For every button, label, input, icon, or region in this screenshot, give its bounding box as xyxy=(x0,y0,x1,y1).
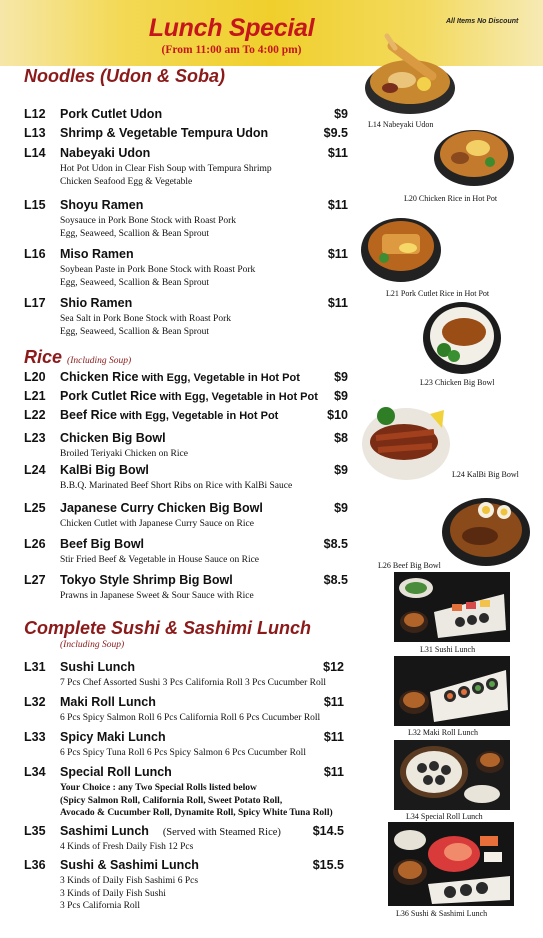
section-title-text: Rice xyxy=(24,347,63,367)
item-code: L25 xyxy=(24,501,46,515)
item-name: Chicken Big Bowl xyxy=(60,431,166,445)
item-code: L33 xyxy=(24,730,46,744)
item-name: Miso Ramen xyxy=(60,247,134,261)
photo-caption: L34 Special Roll Lunch xyxy=(406,812,483,821)
item-price: $11 xyxy=(327,247,348,261)
item-name-group xyxy=(60,408,278,422)
item-name: Pork Cutlet Rice xyxy=(60,389,157,403)
special-roll-lunch-photo xyxy=(394,740,510,810)
item-name-group xyxy=(60,370,300,384)
item-price: $12 xyxy=(323,660,344,674)
item-code: L20 xyxy=(24,370,46,384)
menu-item-l13[interactable] xyxy=(24,126,350,143)
photo-caption: L23 Chicken Big Bowl xyxy=(420,378,495,387)
photo-caption: L32 Maki Roll Lunch xyxy=(408,728,478,737)
item-name: Tokyo Style Shrimp Big Bowl xyxy=(60,573,233,587)
menu-item-l36[interactable] xyxy=(24,858,350,913)
item-description: 3 Kinds of Daily Fish Sushi xyxy=(60,888,166,899)
maki-roll-lunch-photo xyxy=(394,656,510,726)
photo-caption: L20 Chicken Rice in Hot Pot xyxy=(404,194,498,203)
item-description: 3 Kinds of Daily Fish Sashimi 6 Pcs xyxy=(60,876,199,886)
item-price: $11 xyxy=(327,296,348,310)
item-description: Soybean Paste in Pork Bone Stock with Roast Pork xyxy=(60,265,256,275)
item-price: $9 xyxy=(334,389,348,403)
item-name-group xyxy=(60,824,281,838)
item-name: Japanese Curry Chicken Big Bowl xyxy=(60,501,263,515)
menu-item-l26[interactable] xyxy=(24,537,350,567)
section-title-noodles: Noodles (Udon & Soba) xyxy=(24,66,225,86)
menu-item-l24[interactable] xyxy=(24,463,350,493)
item-name: Special Roll Lunch xyxy=(60,765,172,779)
menu-item-l21[interactable] xyxy=(24,389,350,406)
item-price: $9 xyxy=(334,501,348,515)
item-description: Chicken Seafood Egg & Vegetable xyxy=(60,176,193,187)
photo-caption: L36 Sushi & Sashimi Lunch xyxy=(396,909,488,918)
menu-item-l33[interactable] xyxy=(24,730,350,760)
item-name: Nabeyaki Udon xyxy=(60,146,151,160)
photo-caption: L24 KalBi Big Bowl xyxy=(452,470,519,479)
item-code: L12 xyxy=(24,107,46,121)
beef-big-bowl-photo xyxy=(440,490,532,568)
item-price: $11 xyxy=(323,765,344,779)
item-description: Stir Fried Beef & Vegetable in House Sauce on Rice xyxy=(60,555,260,565)
item-description: Hot Pot Udon in Clear Fish Soup with Tempura Shrimp xyxy=(60,164,272,174)
item-price: $9 xyxy=(334,370,348,384)
item-price: $8 xyxy=(334,431,348,445)
item-note: (Served with Steamed Rice) xyxy=(162,827,281,838)
menu-item-l34[interactable] xyxy=(24,765,350,820)
item-code: L17 xyxy=(24,296,46,310)
menu-item-l22[interactable] xyxy=(24,408,350,425)
item-description: B.B.Q. Marinated Beef Short Ribs on Rice with KalBi Sauce xyxy=(60,481,293,491)
section-subtitle: (Including Soup) xyxy=(67,356,132,366)
hours-text: (From 11:00 am To 4:00 pm) xyxy=(161,44,302,56)
item-description: 6 Pcs Spicy Tuna Roll 6 Pcs Spicy Salmon 6 Pcs Cucumber Roll xyxy=(60,748,306,758)
page-title: Lunch Special xyxy=(148,14,315,42)
item-price: $8.5 xyxy=(323,573,348,587)
item-code: L23 xyxy=(24,431,46,445)
item-description: 6 Pcs Spicy Salmon Roll 6 Pcs California Roll 6 Pcs Cucumber Roll xyxy=(60,713,321,723)
item-code: L31 xyxy=(24,660,46,674)
item-code: L13 xyxy=(24,126,46,140)
menu-item-l32[interactable] xyxy=(24,695,350,725)
item-code: L27 xyxy=(24,573,46,587)
item-price: $11 xyxy=(327,198,348,212)
menu-item-l20[interactable] xyxy=(24,370,350,387)
menu-item-l14[interactable] xyxy=(24,146,350,188)
item-description: 4 Kinds of Fresh Daily Fish 12 Pcs xyxy=(60,842,194,852)
item-code: L32 xyxy=(24,695,46,709)
menu-item-l12[interactable] xyxy=(24,107,350,124)
item-name: Shoyu Ramen xyxy=(60,198,144,212)
item-description: Egg, Seaweed, Scallion & Bean Sprout xyxy=(60,277,210,288)
menu-item-l35[interactable] xyxy=(24,824,350,854)
item-name: Shrimp & Vegetable Tempura Udon xyxy=(60,126,269,140)
item-code: L35 xyxy=(24,824,46,838)
item-description: Sea Salt in Pork Bone Stock with Roast Pork xyxy=(60,314,231,324)
item-code: L16 xyxy=(24,247,46,261)
item-extension: with Egg, Vegetable in Hot Pot xyxy=(138,372,300,384)
item-name: Sashimi Lunch xyxy=(60,824,149,838)
item-code: L15 xyxy=(24,198,46,212)
discount-note: All Items No Discount xyxy=(446,18,519,25)
sushi-lunch-photo xyxy=(394,572,510,642)
item-extension: with Egg, Vegetable in Hot Pot xyxy=(156,391,318,403)
menu-item-l17[interactable] xyxy=(24,296,350,338)
pork-cutlet-rice-hotpot-photo xyxy=(360,208,442,286)
item-price: $8.5 xyxy=(323,537,348,551)
item-name: Beef Big Bowl xyxy=(60,537,145,551)
menu-item-l27[interactable] xyxy=(24,573,350,603)
item-code: L36 xyxy=(24,858,46,872)
photo-caption: L26 Beef Big Bowl xyxy=(378,561,441,570)
menu-item-l16[interactable] xyxy=(24,247,350,289)
item-description: 3 Pcs California Roll xyxy=(60,901,140,911)
item-description: 7 Pcs Chef Assorted Sushi 3 Pcs California Roll 3 Pcs Cucumber Roll xyxy=(60,678,326,688)
photo-caption: L21 Pork Cutlet Rice in Hot Pot xyxy=(386,289,490,298)
item-description: (Spicy Salmon Roll, California Roll, Sweet Potato Roll, xyxy=(60,795,283,806)
item-price: $11 xyxy=(327,146,348,160)
item-price: $11 xyxy=(323,695,344,709)
menu-item-l23[interactable] xyxy=(24,431,350,461)
item-price: $15.5 xyxy=(312,858,344,872)
menu-item-l15[interactable] xyxy=(24,198,350,240)
item-name-group xyxy=(60,389,318,403)
item-code: L22 xyxy=(24,408,46,422)
item-price: $10 xyxy=(327,408,348,422)
item-code: L14 xyxy=(24,146,46,160)
item-name: Spicy Maki Lunch xyxy=(60,730,166,744)
sushi-sashimi-lunch-photo xyxy=(388,822,514,906)
item-description: Avocado & Cucumber Roll, Dynamite Roll, Spicy White Tuna Roll) xyxy=(60,808,333,818)
item-description-choice: Your Choice : any Two Special Rolls listed below xyxy=(60,783,257,793)
chicken-rice-hotpot-photo xyxy=(432,118,516,190)
item-code: L21 xyxy=(24,389,46,403)
item-description: Prawns in Japanese Sweet & Sour Sauce with Rice xyxy=(60,591,254,601)
item-name: Pork Cutlet Udon xyxy=(60,107,163,121)
item-description: Soysauce in Pork Bone Stock with Roast Pork xyxy=(60,216,237,226)
item-code: L26 xyxy=(24,537,46,551)
item-price: $11 xyxy=(323,730,344,744)
item-price: $9 xyxy=(334,107,348,121)
item-name: Beef Rice xyxy=(60,408,117,422)
chicken-big-bowl-photo xyxy=(422,300,502,376)
item-name: Maki Roll Lunch xyxy=(60,695,156,709)
item-description: Egg, Seaweed, Scallion & Bean Sprout xyxy=(60,228,210,239)
item-price: $9 xyxy=(334,463,348,477)
item-name: Shio Ramen xyxy=(60,296,133,310)
item-price: $9.5 xyxy=(323,126,348,140)
item-name: KalBi Big Bowl xyxy=(60,463,149,477)
item-description: Chicken Cutlet with Japanese Curry Sauce on Rice xyxy=(60,519,254,529)
photo-caption: L31 Sushi Lunch xyxy=(420,645,476,654)
item-extension: with Egg, Vegetable in Hot Pot xyxy=(116,410,279,422)
item-price: $14.5 xyxy=(312,824,344,838)
section-title-sushi: Complete Sushi & Sashimi Lunch xyxy=(24,618,312,638)
section-title-rice xyxy=(24,347,131,368)
item-name: Chicken Rice xyxy=(60,370,139,384)
section-subtitle: (Including Soup) xyxy=(60,640,125,650)
item-name: Sushi Lunch xyxy=(60,660,135,674)
menu-item-l25[interactable] xyxy=(24,501,350,531)
item-description: Broiled Teriyaki Chicken on Rice xyxy=(60,449,188,459)
menu-item-l31[interactable] xyxy=(24,660,350,690)
item-name: Sushi & Sashimi Lunch xyxy=(60,858,199,872)
photo-caption: L14 Nabeyaki Udon xyxy=(368,120,434,129)
item-code: L24 xyxy=(24,463,46,477)
nabeyaki-udon-photo xyxy=(362,28,458,118)
kalbi-big-bowl-photo xyxy=(360,400,456,482)
item-description: Egg, Seaweed, Scallion & Bean Sprout xyxy=(60,326,210,337)
item-code: L34 xyxy=(24,765,46,779)
